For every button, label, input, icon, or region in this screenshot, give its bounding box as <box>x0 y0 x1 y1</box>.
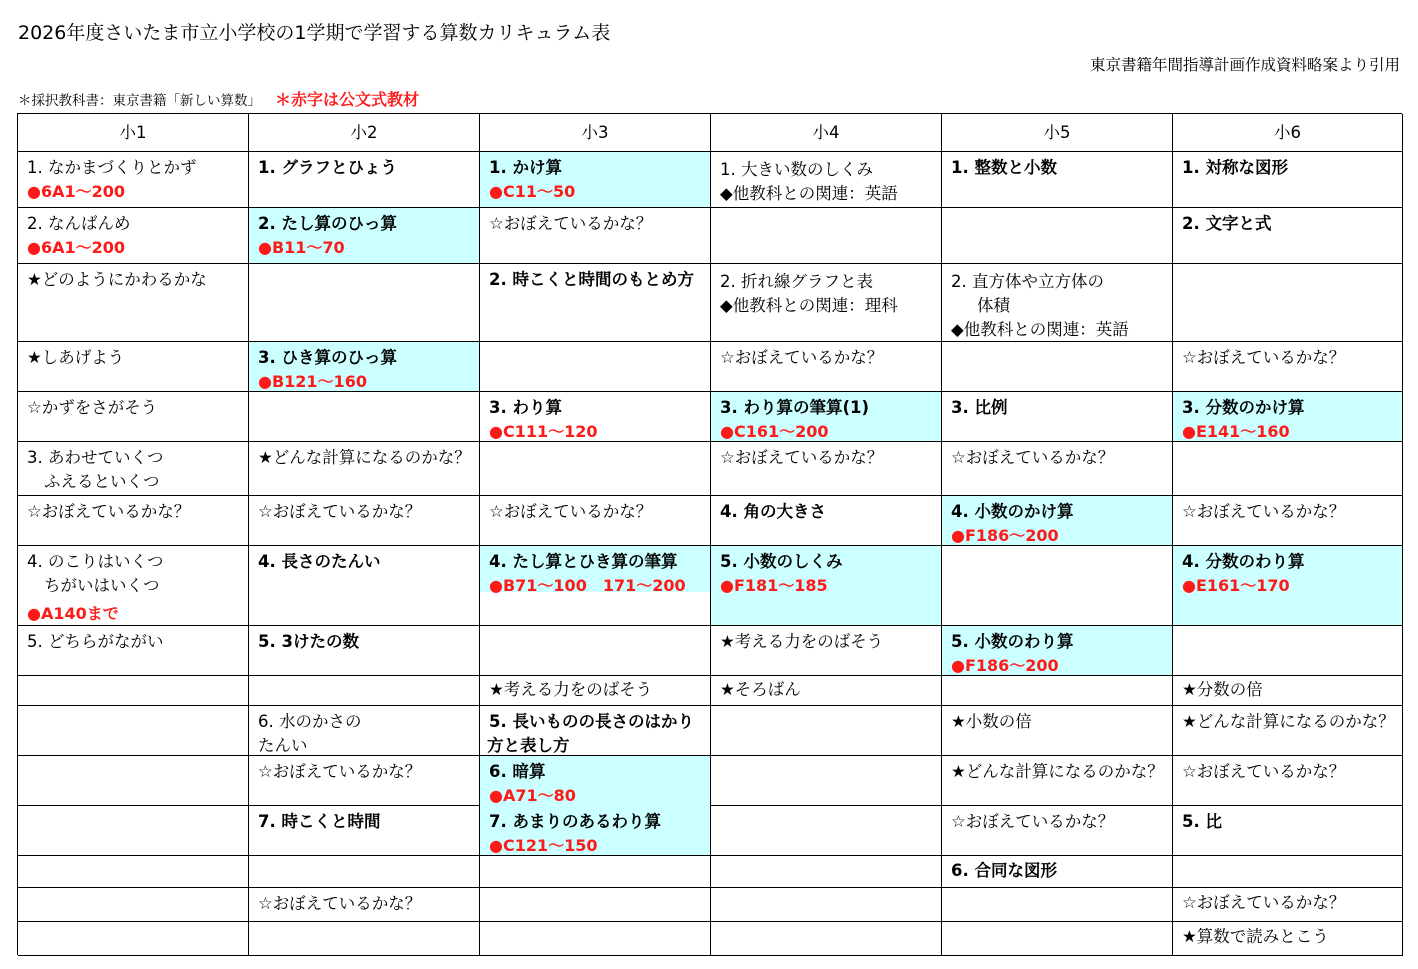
g2-review: ☆おぼえているかな？ <box>249 756 480 806</box>
g6-review: ☆おぼえているかな？ <box>1173 496 1403 546</box>
g3-review: ☆おぼえているかな？ <box>480 496 711 546</box>
subject-relation: ◆他教科との関連：理科 <box>720 296 898 315</box>
red-text-note: ＊赤字は公文式教材 <box>275 90 420 109</box>
kumon-ref: ●E141～160 <box>1182 422 1290 441</box>
g2-review: ☆おぼえているかな？ <box>249 496 480 546</box>
empty-cell <box>480 922 711 956</box>
kumon-ref: ●C111～120 <box>489 422 598 441</box>
g6-review: ☆おぼえているかな？ <box>1173 888 1403 922</box>
g4-activity: ★考える力をのばそう <box>711 626 942 676</box>
empty-cell <box>711 888 942 922</box>
g3-unit-3: 3. わり算 ●C111～120 <box>480 392 711 442</box>
g1-unit-3: 3. あわせていくつ ふえるといくつ <box>18 442 249 496</box>
empty-cell <box>18 676 249 706</box>
kumon-ref: ●F186～200 <box>951 656 1059 675</box>
empty-cell <box>711 706 942 756</box>
g1-unit-5: 5. どちらがながい <box>18 626 249 676</box>
empty-cell <box>711 922 942 956</box>
g3-unit-4: 4. たし算とひき算の筆算 ●B71～100 171～200 <box>480 546 711 626</box>
g2-unit-1: 1. グラフとひょう <box>249 152 480 208</box>
header-grade6: 小6 <box>1173 114 1403 152</box>
empty-cell <box>942 546 1173 626</box>
g5-unit-1: 1. 整数と小数 <box>942 152 1173 208</box>
g1-activity: ★どのようにかわるかな <box>18 264 249 342</box>
kumon-ref: ●F186～200 <box>951 526 1059 545</box>
empty-cell <box>1173 856 1403 888</box>
g5-unit-5: 5. 小数のわり算 ●F186～200 <box>942 626 1173 676</box>
empty-cell <box>942 922 1173 956</box>
kumon-ref: ●E161～170 <box>1182 576 1290 595</box>
g2-unit-4: 4. 長さのたんい <box>249 546 480 626</box>
g5-review: ☆おぼえているかな？ <box>942 806 1173 856</box>
kumon-ref: ●C121～150 <box>489 836 598 855</box>
g3-activity: ★考える力をのばそう <box>480 676 711 706</box>
empty-cell <box>18 922 249 956</box>
empty-cell <box>711 806 942 856</box>
page-title: 2026年度さいたま市立小学校の1学期で学習する算数カリキュラム表 <box>18 22 611 44</box>
kumon-ref: ●B71～100 171～200 <box>489 576 686 595</box>
source-note: 東京書籍年間指導計画作成資料略案より引用 <box>1089 56 1400 74</box>
g6-activity: ★算数で読みとこう <box>1173 922 1403 956</box>
empty-cell <box>480 856 711 888</box>
g4-unit-2: 2. 折れ線グラフと表 ◆他教科との関連：理科 <box>711 264 942 342</box>
kumon-ref: ●C161～200 <box>720 422 829 441</box>
g3-unit-2: 2. 時こくと時間のもとめ方 <box>480 264 711 342</box>
g5-unit-3: 3. 比例 <box>942 392 1173 442</box>
empty-cell <box>249 392 480 442</box>
empty-cell <box>942 888 1173 922</box>
g4-review: ☆おぼえているかな？ <box>711 342 942 392</box>
kumon-ref: ●F181～185 <box>720 576 828 595</box>
empty-cell <box>249 856 480 888</box>
empty-cell <box>249 264 480 342</box>
g6-review: ☆おぼえているかな？ <box>1173 342 1403 392</box>
g6-unit-3: 3. 分数のかけ算 ●E141～160 <box>1173 392 1403 442</box>
g3-unit-5: 5. 長いものの長さのはかり 方と表し方 <box>480 706 711 756</box>
header-grade2: 小2 <box>249 114 480 152</box>
g3-unit-7: 7. あまりのあるわり算 ●C121～150 <box>480 806 711 856</box>
g5-review: ☆おぼえているかな？ <box>942 442 1173 496</box>
g2-review: ☆おぼえているかな？ <box>249 888 480 922</box>
g1-activity: ☆かずをさがそう <box>18 392 249 442</box>
empty-cell <box>480 442 711 496</box>
kumon-ref: ●B121～160 <box>258 372 367 391</box>
kumon-ref: ●C11～50 <box>489 182 576 201</box>
kumon-ref: ●6A1～200 <box>27 238 126 257</box>
g4-unit-1: 1. 大きい数のしくみ ◆他教科との関連：英語 <box>711 152 942 208</box>
g2-activity: ★どんな計算になるのかな？ <box>249 442 480 496</box>
empty-cell <box>18 756 249 806</box>
kumon-ref: ●A140まで <box>27 604 119 623</box>
empty-cell <box>1173 442 1403 496</box>
g2-unit-6: 6. 水のかさの たんい <box>249 706 480 756</box>
g5-unit-6: 6. 合同な図形 <box>942 856 1173 888</box>
g6-unit-5: 5. 比 <box>1173 806 1403 856</box>
subject-relation: ◆他教科との関連：英語 <box>720 184 898 203</box>
empty-cell <box>249 922 480 956</box>
g5-unit-4: 4. 小数のかけ算 ●F186～200 <box>942 496 1173 546</box>
empty-cell <box>249 676 480 706</box>
empty-cell <box>711 856 942 888</box>
g5-activity: ★どんな計算になるのかな？ <box>942 756 1173 806</box>
subject-relation: ◆他教科との関連：英語 <box>951 320 1129 339</box>
empty-cell <box>18 856 249 888</box>
g1-activity: ★しあげよう <box>18 342 249 392</box>
textbook-note: ＊採択教科書：東京書籍「新しい算数」 <box>18 93 261 109</box>
empty-cell <box>711 208 942 264</box>
curriculum-table <box>17 113 1402 955</box>
empty-cell <box>942 676 1173 706</box>
g6-activity: ★分数の倍 <box>1173 676 1403 706</box>
g3-review: ☆おぼえているかな？ <box>480 208 711 264</box>
g2-unit-5: 5. 3けたの数 <box>249 626 480 676</box>
g4-unit-5: 5. 小数のしくみ ●F181～185 <box>711 546 942 626</box>
empty-cell <box>18 806 249 856</box>
kumon-ref: ●A71～80 <box>489 786 576 805</box>
g3-unit-1: 1. かけ算 ●C11～50 <box>480 152 711 208</box>
empty-cell <box>1173 626 1403 676</box>
g6-unit-1: 1. 対称な図形 <box>1173 152 1403 208</box>
g6-unit-2: 2. 文字と式 <box>1173 208 1403 264</box>
kumon-ref: ●6A1～200 <box>27 182 126 201</box>
kumon-ref: ●B11～70 <box>258 238 345 257</box>
g2-unit-7: 7. 時こくと時間 <box>249 806 480 856</box>
g4-review: ☆おぼえているかな？ <box>711 442 942 496</box>
g4-unit-3: 3. わり算の筆算(1) ●C161～200 <box>711 392 942 442</box>
g4-unit-4: 4. 角の大きさ <box>711 496 942 546</box>
g3-unit-6: 6. 暗算 ●A71～80 <box>480 756 711 806</box>
g5-unit-2: 2. 直方体や立方体の 体積 ◆他教科との関連：英語 <box>942 264 1173 342</box>
g4-activity: ★そろばん <box>711 676 942 706</box>
g1-review: ☆おぼえているかな？ <box>18 496 249 546</box>
g1-unit-2: 2. なんばんめ ●6A1～200 <box>18 208 249 264</box>
g2-unit-3: 3. ひき算のひっ算 ●B121～160 <box>249 342 480 392</box>
header-grade4: 小4 <box>711 114 942 152</box>
g6-unit-4: 4. 分数のわり算 ●E161～170 <box>1173 546 1403 626</box>
empty-cell <box>711 756 942 806</box>
g2-unit-2: 2. たし算のひっ算 ●B11～70 <box>249 208 480 264</box>
empty-cell <box>18 706 249 756</box>
g5-activity: ★小数の倍 <box>942 706 1173 756</box>
empty-cell <box>480 888 711 922</box>
header-grade3: 小3 <box>480 114 711 152</box>
g1-unit-4: 4. のこりはいくつ ちがいはいくつ ●A140まで <box>18 546 249 626</box>
empty-cell <box>942 342 1173 392</box>
g1-unit-1: 1. なかまづくりとかず ●6A1～200 <box>18 152 249 208</box>
empty-cell <box>942 208 1173 264</box>
g6-activity: ★どんな計算になるのかな？ <box>1173 706 1403 756</box>
empty-cell <box>1173 264 1403 342</box>
empty-cell <box>480 626 711 676</box>
empty-cell <box>18 888 249 922</box>
header-grade1: 小1 <box>18 114 249 152</box>
notes-line <box>18 87 419 110</box>
header-grade5: 小5 <box>942 114 1173 152</box>
g6-review: ☆おぼえているかな？ <box>1173 756 1403 806</box>
empty-cell <box>480 342 711 392</box>
